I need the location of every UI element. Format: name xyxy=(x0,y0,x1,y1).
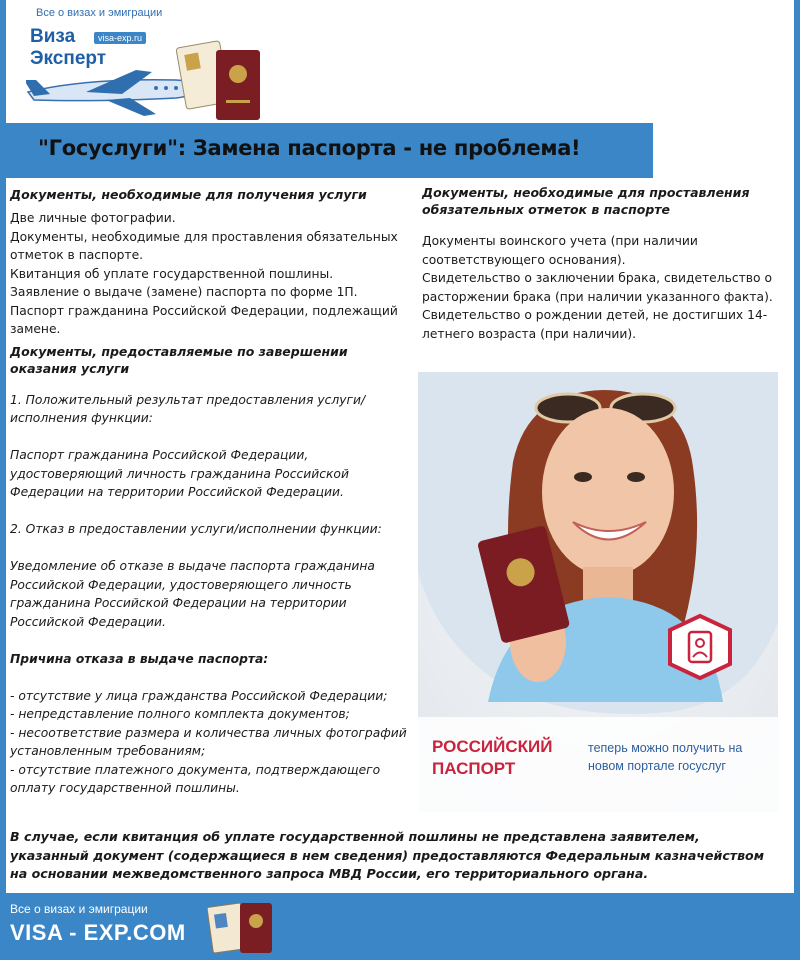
result-positive: 1. Положительный результат предоставления услуги/исполнения функции: xyxy=(10,392,366,425)
list-item: Свидетельство о заключении брака, свидетельство о расторжении брака (при наличии указанного факта). xyxy=(422,271,773,304)
footer-passport-icon xyxy=(206,899,276,955)
promo-title: РОССИЙСКИЙ ПАСПОРТ xyxy=(432,737,553,778)
list-item: Документы, необходимые для проставления обязательных отметок в паспорте. xyxy=(10,229,398,262)
list-item: Две личные фотографии. xyxy=(10,211,176,225)
list-item: Документы воинского учета (при наличии соответствующего основания). xyxy=(422,234,698,267)
result-negative-document: Уведомление об отказе в выдаче паспорта гражданина Российской Федерации, удостоверяющего личность гражданина Российской Федерации на территории Российской Федерации. xyxy=(10,559,375,629)
promo-subtitle: теперь можно получить на новом портале госуслуг xyxy=(588,741,743,773)
left-column xyxy=(10,186,412,798)
footer xyxy=(0,893,800,960)
heading-passport-marks: Документы, необходимые для проставления обязательных отметок в паспорте xyxy=(422,185,750,217)
header xyxy=(6,0,794,123)
promo-banner xyxy=(418,372,778,812)
list-item: Заявление о выдаче (замене) паспорта по форме 1П. xyxy=(10,285,358,299)
title-bar xyxy=(6,123,653,178)
refusal-reason: - несоответствие размера и количества личных фотографий установленным требованиям; xyxy=(10,725,407,758)
refusal-reason: - отсутствие платежного документа, подтверждающего оплату государственной пошлины. xyxy=(10,762,381,795)
refusal-heading: Причина отказа в выдаче паспорта: xyxy=(10,651,269,666)
footer-brand[interactable]: VISA - EXP.COM xyxy=(10,920,186,945)
logo-domain-badge[interactable]: visa-exp.ru xyxy=(94,32,146,44)
right-column xyxy=(422,184,782,343)
list-item: Свидетельство о рождении детей, не достигших 14-летнего возраста (при наличии). xyxy=(422,308,768,341)
page-title: "Госуслуги": Замена паспорта - не проблема! xyxy=(38,136,581,160)
header-tagline: Все о визах и эмиграции xyxy=(36,7,163,19)
list-item: Паспорт гражданина Российской Федерации, подлежащий замене. xyxy=(10,303,398,336)
frame-right xyxy=(794,0,800,960)
bottom-note: В случае, если квитанция об уплате государственной пошлины не представлена заявителем, указанный документ (содержащиеся в нем сведения) предоставляются Федеральным казначейством на основании межведомственного запроса МВД России, его территориального органа. xyxy=(10,829,765,881)
result-positive-document: Паспорт гражданина Российской Федерации, удостоверяющий личность гражданина Российской Федерации на территории Российской Федерации. xyxy=(10,448,349,499)
result-negative: 2. Отказ в предоставлении услуги/исполнении функции: xyxy=(10,522,382,536)
heading-required-documents: Документы, необходимые для получения услуги xyxy=(10,187,367,202)
logo-text-viza[interactable]: Виза xyxy=(30,26,76,47)
refusal-reason: - непредставление полного комплекта документов; xyxy=(10,707,350,721)
list-item: Квитанция об уплате государственной пошлины. xyxy=(10,266,334,281)
heading-result-documents: Документы, предоставляемые по завершении оказания услуги xyxy=(10,343,348,376)
logo-text-expert[interactable]: Эксперт xyxy=(30,48,107,69)
footer-tagline: Все о визах и эмиграции xyxy=(10,902,148,916)
content xyxy=(6,178,794,893)
refusal-reason: - отсутствие у лица гражданства Российской Федерации; xyxy=(10,688,388,703)
